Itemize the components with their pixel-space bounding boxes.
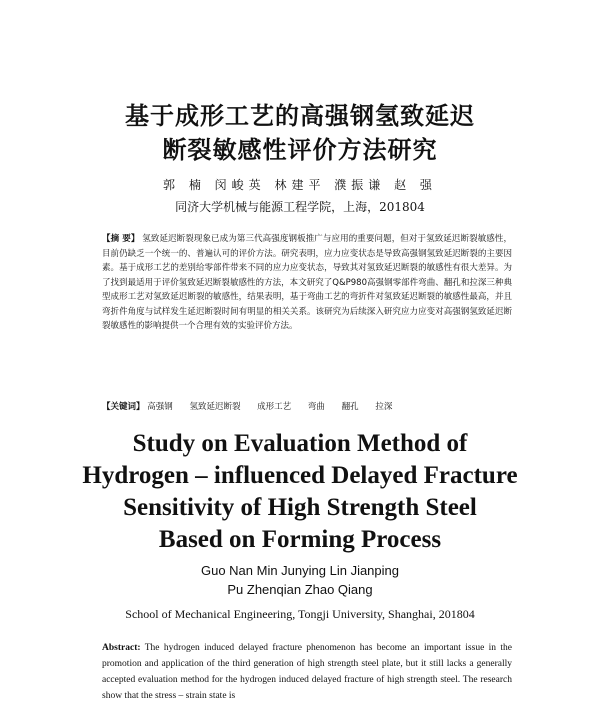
cn-authors: 郭 楠 闵峻英 林建平 濮振谦 赵 强 xyxy=(163,178,437,192)
en-abstract-text: The hydrogen induced delayed fracture phenomenon has become an important issue in the promotion and application of the third generation of high strength steel plate, but it still lacks a generally accepted evaluation method for the hydrogen induced delayed fracture of high strength steel. The research show that the stress – strain state is xyxy=(102,643,512,701)
cn-title-line-2: 断裂敏感性评价方法研究 xyxy=(162,135,438,164)
en-authors-line-1: Guo Nan Min Junying Lin Jianping xyxy=(200,563,399,578)
cn-keywords xyxy=(102,400,512,412)
cn-keyword: 氢致延迟断裂 xyxy=(189,402,241,412)
cn-abstract xyxy=(102,232,512,334)
cn-keyword: 弯曲 xyxy=(307,402,325,412)
en-affiliation: School of Mechanical Engineering, Tongji University, Shanghai, 201804 xyxy=(125,607,475,621)
cn-keyword: 拉深 xyxy=(375,402,393,412)
en-title-line-4: Based on Forming Process xyxy=(158,526,442,553)
cn-affiliation: 同济大学机械与能源工程学院，上海，201804 xyxy=(175,200,425,214)
cn-keyword: 翻孔 xyxy=(341,402,359,412)
cn-abstract-label: 【摘 要】 xyxy=(102,234,140,244)
cn-keyword: 高强钢 xyxy=(147,402,173,412)
en-title-line-3: Sensitivity of High Strength Steel xyxy=(123,494,477,521)
en-authors-line-2: Pu Zhenqian Zhao Qiang xyxy=(227,582,373,597)
cn-keywords-label: 【关键词】 xyxy=(102,402,145,412)
en-abstract xyxy=(102,640,512,704)
cn-keyword: 成形工艺 xyxy=(257,402,292,412)
en-title-line-1: Study on Evaluation Method of xyxy=(132,430,468,457)
cn-abstract-text: 氢致延迟断裂现象已成为第三代高强度钢板推广与应用的重要问题，但对于氢致延迟断裂敏感性，目前仍缺乏一个统一的、普遍认可的评价方法。研究表明，应力应变状态是导致高强钢氢致延迟断裂的主要因素。基于成形工艺的差别给零部件带来不同的应力应变状态，导致其对氢致延迟断裂的敏感性有很大差异。为了找到最适用于评价氢致延迟断裂敏感性的方法，本文研究了Q&P980高强钢零部件弯曲、翻孔和拉深三种典型成形工艺对氢致延迟断裂的敏感性，结果表明，基于弯曲工艺的弯折件对氢致延迟断裂的敏感性最高，并且弯折件角度与试样发生延迟断裂时间有明显的相关关系。该研究为后续深入研究应力应变对高强钢氢致延迟断裂敏感性的影响提供一个合理有效的实验评价方法。 xyxy=(102,234,512,331)
en-abstract-label: Abstract: xyxy=(102,643,141,653)
en-title-line-2: Hydrogen – influenced Delayed Fracture xyxy=(82,462,518,489)
cn-title-line-1: 基于成形工艺的高强钢氢致延迟 xyxy=(125,101,475,130)
